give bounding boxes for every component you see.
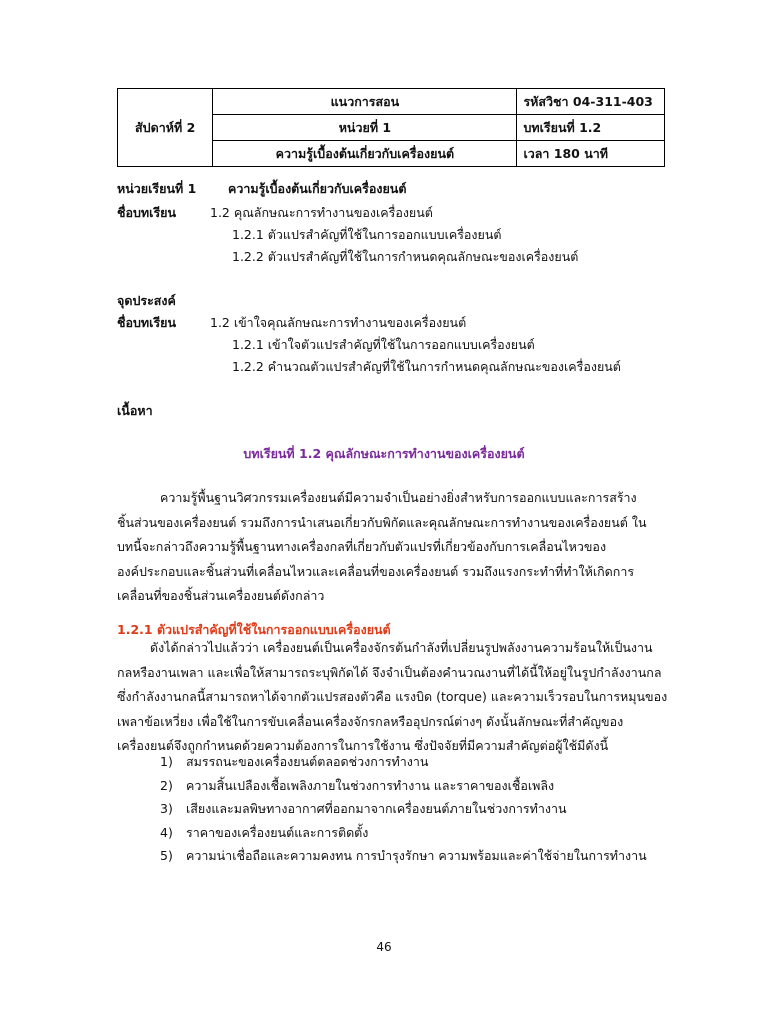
intro-paragraph	[117, 486, 669, 609]
list-item-number: 1)	[160, 754, 173, 769]
list-item-text: เสียงและมลพิษทางอากาศที่ออกมาจากเครื่องยนต์ภายในช่วงการทำงาน	[186, 801, 567, 816]
intro-line: บทนี้จะกล่าวถึงความรู้พื้นฐานทางเครื่องกลที่เกี่ยวกับตัวแปรที่เกี่ยวข้องกับการเคลื่อนไหวของ	[117, 539, 607, 554]
teaching-plan-cell: แนวการสอน	[213, 89, 517, 115]
list-item-number: 5)	[160, 848, 173, 863]
unit-title: ความรู้เบื้องต้นเกี่ยวกับเครื่องยนต์	[228, 181, 407, 196]
lesson-names-label: ชื่อบทเรียน	[117, 205, 177, 220]
list-item	[160, 774, 647, 798]
unit-cell: หน่วยที่ 1	[213, 115, 517, 141]
objectives-label: ชื่อบทเรียน	[117, 315, 177, 330]
list-item	[160, 797, 647, 821]
section-paragraph	[117, 636, 669, 759]
list-item	[160, 821, 647, 845]
lesson-name-sub2: 1.2.2 ตัวแปรสำคัญที่ใช้ในการกำหนดคุณลักษณะของเครื่องยนต์	[232, 249, 579, 264]
list-item	[160, 844, 647, 868]
unit-label: หน่วยเรียนที่ 1	[117, 181, 197, 196]
section-line: กลหรืองานเพลา และเพื่อให้สามารถระบุพิกัดได้ จึงจำเป็นต้องคำนวณงานที่ได้นี้ให้อยู่ในรูปกำลังงานกล	[117, 664, 662, 680]
list-item	[160, 750, 647, 774]
objectives-heading: จุดประสงค์	[117, 293, 176, 308]
list-item-number: 3)	[160, 801, 173, 816]
criteria-list	[160, 750, 647, 868]
list-item-text: ราคาของเครื่องยนต์และการติดตั้ง	[186, 824, 369, 840]
intro-line: ชิ้นส่วนของเครื่องยนต์ รวมถึงการนำเสนอเกี่ยวกับพิกัดและคุณลักษณะการทำงานของเครื่องยนต์ ใน	[117, 514, 647, 530]
list-item-text: สมรรถนะของเครื่องยนต์ตลอดช่วงการทำงาน	[186, 754, 429, 769]
objective-sub1: 1.2.1 เข้าใจตัวแปรสำคัญที่ใช้ในการออกแบบเครื่องยนต์	[232, 337, 535, 352]
course-code-cell: รหัสวิชา 04-311-403	[517, 89, 665, 115]
content-heading: เนื้อหา	[117, 403, 153, 418]
list-item-number: 2)	[160, 777, 173, 793]
time-cell: เวลา 180 นาที	[517, 141, 665, 167]
unit-title-cell: ความรู้เบื้องต้นเกี่ยวกับเครื่องยนต์	[213, 141, 517, 167]
intro-line: เคลื่อนที่ของชิ้นส่วนเครื่องยนต์ดังกล่าว	[117, 588, 325, 603]
list-item-number: 4)	[160, 824, 173, 840]
lesson-name-main: 1.2 คุณลักษณะการทำงานของเครื่องยนต์	[210, 205, 433, 220]
lesson-cell: บทเรียนที่ 1.2	[517, 115, 665, 141]
list-item-text: ความน่าเชื่อถือและความคงทน การบำรุงรักษา ความพร้อมและค่าใช้จ่ายในการทำงาน	[186, 848, 647, 863]
objective-sub2: 1.2.2 คำนวณตัวแปรสำคัญที่ใช้ในการกำหนดคุณลักษณะของเครื่องยนต์	[232, 359, 621, 374]
week-cell: สัปดาห์ที่ 2	[118, 89, 213, 167]
intro-line: ความรู้พื้นฐานวิศวกรรมเครื่องยนต์มีความจำเป็นอย่างยิ่งสำหรับการออกแบบและการสร้าง	[160, 490, 637, 505]
section-line: เครื่องยนต์จึงถูกกำหนดด้วยความต้องการในการใช้งาน ซึ่งปัจจัยที่มีความสำคัญต่อผู้ใช้มีดังนี้	[117, 738, 609, 753]
lesson-name-sub1: 1.2.1 ตัวแปรสำคัญที่ใช้ในการออกแบบเครื่องยนต์	[232, 227, 502, 242]
section-line: เพลาข้อเหวี่ยง เพื่อใช้ในการขับเคลื่อนเครื่องจักรกลหรืออุปกรณ์ต่างๆ ดังนั้นลักษณะที่สำคัญของ	[117, 713, 624, 729]
page-number: 46	[376, 940, 392, 954]
intro-line: องค์ประกอบและชิ้นส่วนที่เคลื่อนไหวและเคลื่อนที่ของเครื่องยนต์ รวมถึงแรงกระทำที่ทำให้เกิดการ	[117, 563, 635, 579]
section-line: ดังได้กล่าวไปแล้วว่า เครื่องยนต์เป็นเครื่องจักรต้นกำลังที่เปลี่ยนรูปพลังงานความร้อนให้เป็นงาน	[150, 640, 653, 655]
section-heading: 1.2.1 ตัวแปรสำคัญที่ใช้ในการออกแบบเครื่องยนต์	[117, 622, 391, 637]
objective-main: 1.2 เข้าใจคุณลักษณะการทำงานของเครื่องยนต์	[210, 315, 467, 330]
list-item-text: ความสิ้นเปลืองเชื้อเพลิงภายในช่วงการทำงาน และราคาของเชื้อเพลิง	[186, 777, 555, 793]
section-line: ซึ่งกำลังงานกลนี้สามารถหาได้จากตัวแปรสองตัวคือ แรงบิด (torque) และความเร็วรอบในการหมุนของ	[117, 689, 668, 704]
header-table	[117, 88, 665, 167]
lesson-title: บทเรียนที่ 1.2 คุณลักษณะการทำงานของเครื่องยนต์	[243, 446, 525, 461]
